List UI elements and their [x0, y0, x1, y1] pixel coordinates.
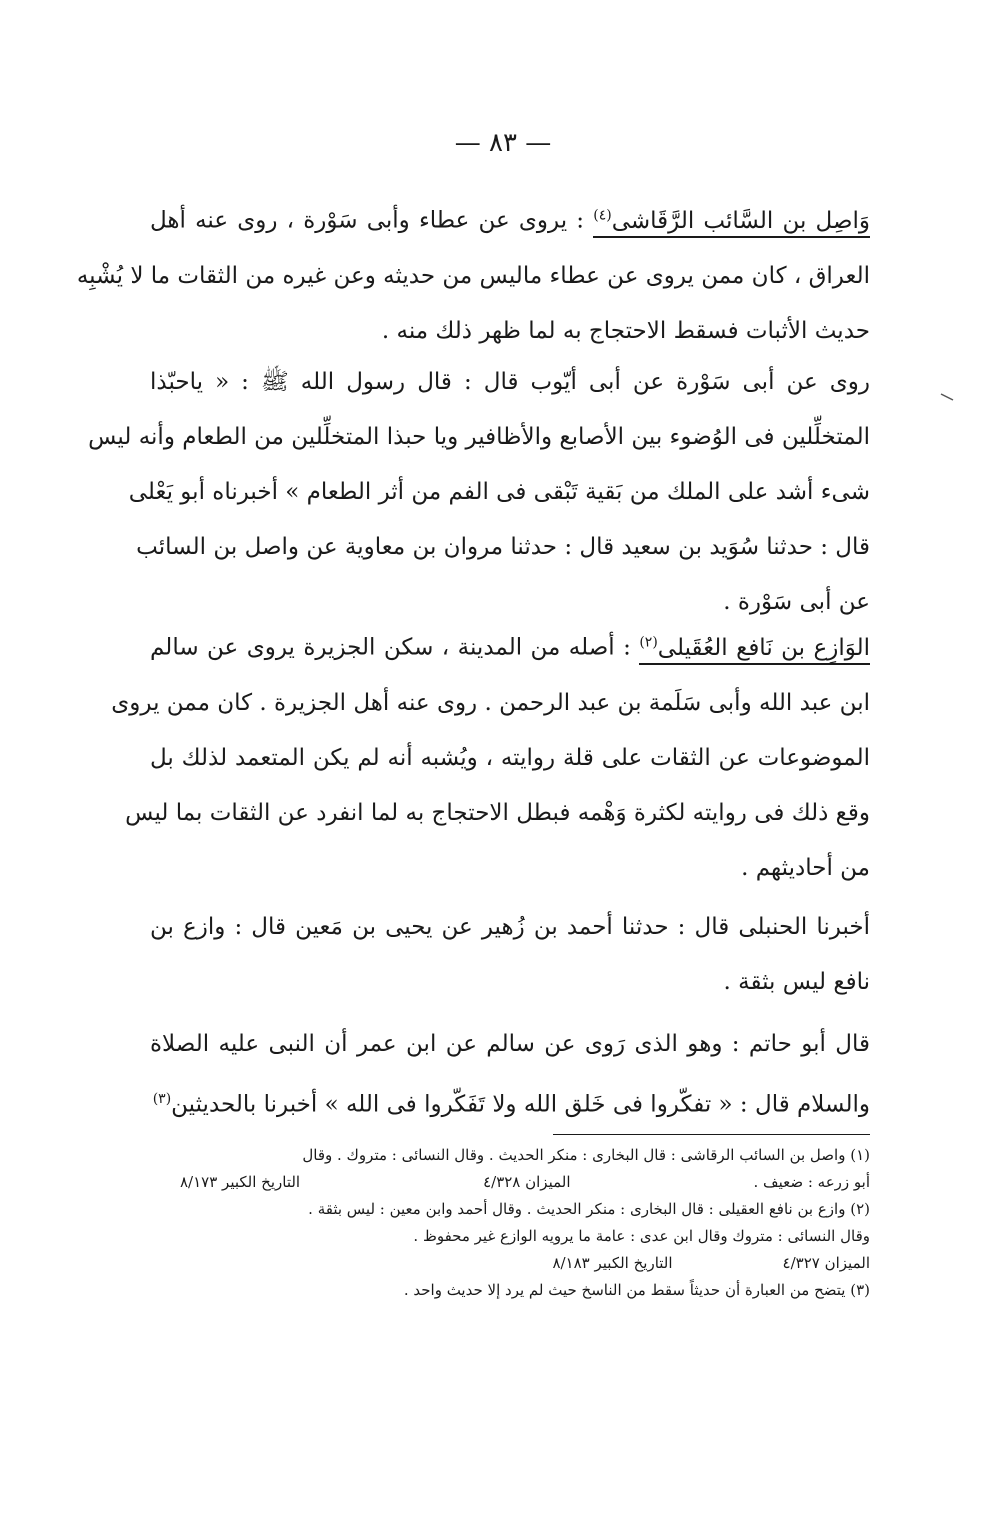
footnote-2: (٢) وازع بن نافع العقيلى : قال البخارى : منكر الحديث . وقال أحمد وابن معين : ليس بثقة . [308, 1200, 870, 1218]
footnote-2-continued: وقال النسائى : متروك وقال ابن عدى : عامة ما يرويه الوازع غير محفوظ . [413, 1227, 870, 1245]
reference-mizan: الميزان ٤/٣٢٨ [483, 1173, 571, 1191]
footnote-1: (١) واصل بن السائب الرقاشى : قال البخارى : منكر الحديث . وقال النسائى : متروك . وقال [302, 1146, 870, 1164]
entry-line: وقع ذلك فى روايته لكثرة وَهْمه فبطل الاحتجاج به لما انفرد عن الثقات بما ليس [125, 799, 870, 826]
footnote-3: (٣) يتضح من العبارة أن حديثاً سقط من الناسخ حيث لم يرد إلا حديث واحد . [403, 1281, 870, 1299]
footnote-2-refs [150, 1250, 870, 1277]
reference-mizan: الميزان ٤/٣٢٧ [782, 1254, 870, 1272]
report-line: نافع ليس بثقة . [723, 969, 870, 995]
margin-mark [940, 392, 954, 402]
final-line: قال أبو حاتم : وهو الذى رَوى عن سالم عن ابن عمر أن النبى عليه الصلاة [150, 1031, 870, 1057]
entry-wasil [76, 188, 871, 359]
entry-line: الموضوعات عن الثقات على قلة روايته ، ويُشبه أنه لم يكن المتعمد لذلك بل [150, 744, 870, 771]
footnote-1-text: أبو زرعه : ضعيف . [753, 1173, 870, 1191]
footnote-mark: (٤) [593, 207, 612, 223]
entry-line: من أحاديثهم . [741, 854, 870, 881]
final-paragraph [150, 1017, 870, 1133]
entry-line: الوَازِع بن نَافع العُقَيلى$^{(٢)}$ : أصله من المدينة ، سكن الجزيرة يروى عن سالم [150, 615, 870, 676]
footnotes [150, 1142, 870, 1304]
report-paragraph [150, 900, 870, 1010]
hadith-line: المتخلِّلين فى الوُضوء بين الأصابع والأظافير ويا حبذا المتخلِّلين من الطعام وأنه ليس [88, 424, 870, 450]
entry-line: وَاصِل بن السَّائب الرَّقَاشى$^{(٤)}$ : يروى عن عطاء وأبى سَوْرة ، روى عنه أهل [150, 188, 870, 249]
entry-wazi [111, 615, 871, 896]
hadith-line: روى عن أبى سَوْرة عن أبى أيّوب قال : قال رسول الله ﷺ : « ياحبّذا [150, 369, 871, 395]
entry-line: حديث الأثبات فسقط الاحتجاج به لما ظهر ذلك منه . [381, 317, 870, 344]
footnote-1-refs [150, 1169, 870, 1196]
hadith-line: شىء أشد على الملك من بَقية تَبْقى فى الفم من أثر الطعام » أخبرناه أبو يَعْلى [128, 479, 870, 505]
footnote-mark: (٣) [152, 1091, 172, 1107]
footnote-divider [553, 1134, 870, 1135]
reference-tarikh: التاريخ الكبير ٨/١٧٣ [180, 1173, 301, 1191]
hadith-line: عن أبى سَوْرة . [723, 589, 870, 615]
narrator-name: الوَازِع بن نَافع العُقَيلى$^{(٢)}$ [639, 635, 870, 665]
entry-line: ابن عبد الله وأبى سَلَمة بن عبد الرحمن . روى عنه أهل الجزيرة . كان ممن يروى [111, 689, 870, 716]
reference-tarikh: التاريخ الكبير ٨/١٨٣ [552, 1254, 673, 1272]
page-number: — ٨٣ — [454, 128, 552, 158]
entry-line: العراق ، كان ممن يروى عن عطاء ماليس من حديثه وعن غيره من الثقات ما لا يُشْبِه [76, 262, 870, 289]
footnote-mark: (٢) [639, 634, 658, 650]
report-line: أخبرنا الحنبلى قال : حدثنا أحمد بن زُهير عن يحيى بن مَعين قال : وازع بن [150, 914, 870, 940]
hadith-paragraph [88, 355, 871, 630]
hadith-line: قال : حدثنا سُوَيد بن سعيد قال : حدثنا مروان بن معاوية عن واصل بن السائب [136, 534, 870, 560]
final-line: والسلام قال : « تفكّروا فى خَلق الله ولا تَفَكّروا فى الله » أخبرنا بالحديثين$^{(٣)}$ [152, 1091, 870, 1118]
narrator-name: وَاصِل بن السَّائب الرَّقَاشى$^{(٤)}$ [593, 208, 870, 238]
